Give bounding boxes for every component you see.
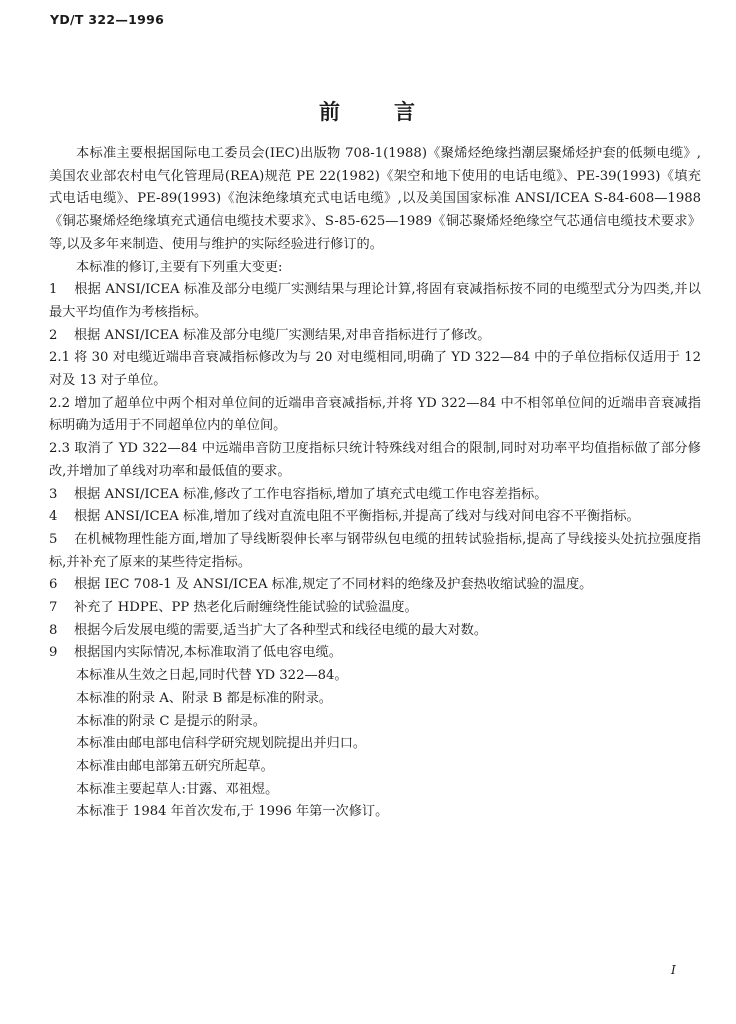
list-item <box>49 393 701 438</box>
list-item <box>49 574 701 597</box>
list-item <box>49 642 701 665</box>
item-text: 根据 ANSI/ICEA 标准及部分电缆厂实测结果,对串音指标进行了修改。 <box>74 327 491 343</box>
item-number: 2 <box>49 327 58 343</box>
closing-line: 本标准从生效之日起,同时代替 YD 322—84。 <box>76 668 348 684</box>
item-text: 将 30 对电缆近端串音衰减指标修改为与 20 对电缆相同,明确了 YD 322—84 中的子单位指标仅适用于 12 对及 13 对子单位。 <box>49 350 701 389</box>
intro-paragraph: 本标准主要根据国际电工委员会(IEC)出版物 708-1(1988)《聚烯烃绝缘挡潮层聚烯烃护套的低频电缆》,美国农业部农村电气化管理局(REA)规范 PE 22(1982)《架空和地下使用的电话电缆》、PE-39(1993)《填充式电话电缆》、PE-89(1993)《泡沫绝缘填充式电话电缆》,以及美国国家标准 ANSI/ICEA S-84-608—1988《铜芯聚烯烃绝缘填充式通信电缆技术要求》、S-85-625—1989《铜芯聚烯烃绝缘空气芯通信电缆技术要求》等,以及多年来制造、使用与维护的实际经验进行修订的。 <box>49 146 701 252</box>
page-number: I <box>671 963 676 977</box>
item-text: 补充了 HDPE、PP 热老化后耐缠绕性能试验的试验温度。 <box>74 600 418 616</box>
item-text: 根据 ANSI/ICEA 标准,修改了工作电容指标,增加了填充式电缆工作电容差指标。 <box>74 486 548 502</box>
item-text: 根据 ANSI/ICEA 标准,增加了线对直流电阻不平衡指标,并提高了线对与线对间电容不平衡指标。 <box>74 509 640 525</box>
list-item <box>49 506 701 529</box>
standard-code-header: YD/T 322—1996 <box>50 12 165 27</box>
item-number: 4 <box>49 509 58 525</box>
item-text: 根据今后发展电缆的需要,适当扩大了各种型式和线径电缆的最大对数。 <box>74 622 488 638</box>
item-number: 8 <box>49 622 58 638</box>
item-number: 1 <box>49 282 58 298</box>
item-number: 5 <box>49 531 58 547</box>
document-body <box>49 143 701 824</box>
item-number: 2.2 <box>49 395 70 411</box>
closing-line: 本标准由邮电部电信科学研究规划院提出并归口。 <box>76 736 367 752</box>
list-item <box>49 529 701 574</box>
changes-lead-paragraph: 本标准的修订,主要有下列重大变更: <box>76 259 283 275</box>
item-text: 增加了超单位中两个相对单位间的近端串音衰减指标,并将 YD 322—84 中不相邻单位间的近端串音衰减指标明确为适用于不同超单位内的单位间。 <box>49 395 701 434</box>
item-text: 根据 ANSI/ICEA 标准及部分电缆厂实测结果与理论计算,将固有衰减指标按不同的电缆型式分为四类,并以最大平均值作为考核指标。 <box>49 282 701 320</box>
closing-line: 本标准于 1984 年首次发布,于 1996 年第一次修订。 <box>76 804 389 820</box>
item-number: 7 <box>49 600 58 616</box>
item-text: 在机械物理性能方面,增加了导线断裂伸长率与钢带纵包电缆的扭转试验指标,提高了导线接头处抗拉强度指标,并补充了原来的某些待定指标。 <box>49 531 701 570</box>
list-item <box>49 347 701 392</box>
list-item <box>49 484 701 507</box>
item-number: 6 <box>49 577 58 593</box>
list-item <box>49 279 701 324</box>
list-item <box>49 597 701 620</box>
item-number: 2.3 <box>49 441 70 457</box>
list-item <box>49 620 701 643</box>
closing-line: 本标准的附录 C 是提示的附录。 <box>76 713 266 729</box>
closing-line: 本标准由邮电部第五研究所起草。 <box>76 758 274 774</box>
item-text: 取消了 YD 322—84 中远端串音防卫度指标只统计特殊线对组合的限制,同时对功率平均值指标做了部分修改,并增加了单线对功率和最低值的要求。 <box>49 441 701 479</box>
item-number: 9 <box>49 645 58 661</box>
list-item <box>49 325 701 348</box>
title-char-1: 前 <box>319 99 342 124</box>
item-text: 根据 IEC 708-1 及 ANSI/ICEA 标准,规定了不同材料的绝缘及护套热收缩试验的温度。 <box>74 577 593 593</box>
title-char-2: 言 <box>394 99 417 124</box>
closing-line: 本标准的附录 A、附录 B 都是标准的附录。 <box>76 690 332 706</box>
item-text: 根据国内实际情况,本标准取消了低电容电缆。 <box>74 645 342 661</box>
list-item <box>49 438 701 483</box>
page-title <box>0 96 736 126</box>
item-number: 2.1 <box>49 350 70 366</box>
closing-line: 本标准主要起草人:甘露、邓祖煜。 <box>76 781 279 797</box>
item-number: 3 <box>49 486 58 502</box>
